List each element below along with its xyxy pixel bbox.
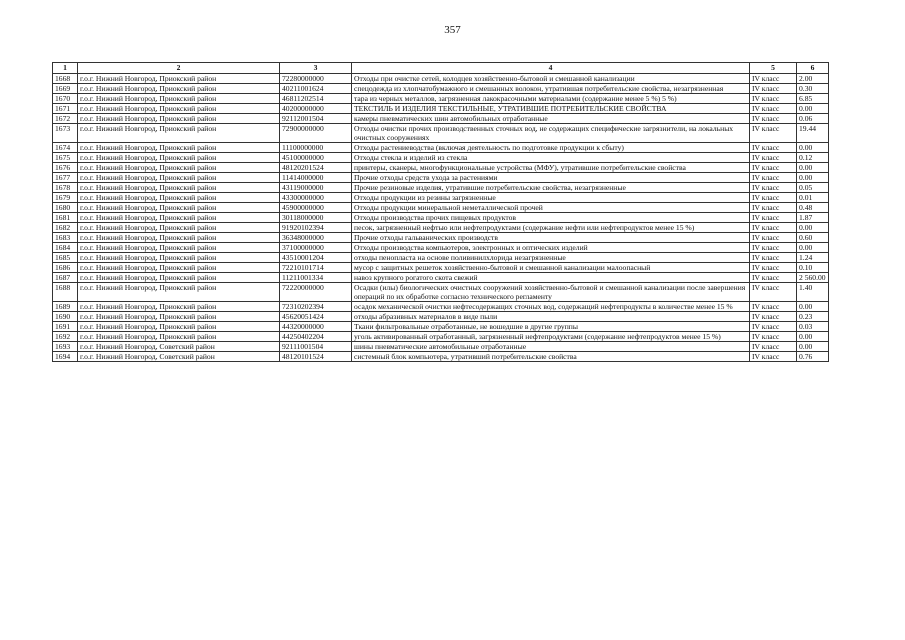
hazard-class-cell: IV класс: [750, 114, 797, 124]
hazard-class-cell: IV класс: [750, 263, 797, 273]
location-cell: г.о.г. Нижний Новгород, Приокский район: [78, 332, 280, 342]
location-cell: г.о.г. Нижний Новгород, Приокский район: [78, 283, 280, 302]
hazard-class-cell: IV класс: [750, 332, 797, 342]
table-row: [53, 312, 829, 322]
waste-name-cell: ТЕКСТИЛЬ И ИЗДЕЛИЯ ТЕКСТИЛЬНЫЕ, УТРАТИВШИЕ ПОТРЕБИТЕЛЬСКИЕ СВОЙСТВА: [352, 104, 750, 114]
code-cell: 72220000000: [280, 283, 352, 302]
waste-name-cell: Отходы стекла и изделий из стекла: [352, 153, 750, 163]
row-number: 1681: [53, 213, 78, 223]
table-row: [53, 263, 829, 273]
code-cell: 43300000000: [280, 193, 352, 203]
code-cell: 48120101524: [280, 352, 352, 362]
code-cell: 72210101714: [280, 263, 352, 273]
amount-cell: 0.23: [797, 312, 829, 322]
amount-cell: 0.00: [797, 332, 829, 342]
amount-cell: 0.76: [797, 352, 829, 362]
hazard-class-cell: IV класс: [750, 203, 797, 213]
code-cell: 40200000000: [280, 104, 352, 114]
row-number: 1674: [53, 143, 78, 153]
waste-name-cell: песок, загрязненный нефтью или нефтепродуктами (содержание нефти или нефтепродуктов менее 15 %): [352, 223, 750, 233]
code-cell: 72900000000: [280, 124, 352, 143]
amount-cell: 2 560.00: [797, 273, 829, 283]
row-number: 1679: [53, 193, 78, 203]
location-cell: г.о.г. Нижний Новгород, Приокский район: [78, 173, 280, 183]
row-number: 1690: [53, 312, 78, 322]
header-cell: 2: [78, 63, 280, 74]
location-cell: г.о.г. Нижний Новгород, Приокский район: [78, 114, 280, 124]
code-cell: 91920102394: [280, 223, 352, 233]
amount-cell: 0.00: [797, 223, 829, 233]
hazard-class-cell: IV класс: [750, 302, 797, 312]
row-number: 1692: [53, 332, 78, 342]
waste-name-cell: Отходы продукции минеральной неметаллической прочей: [352, 203, 750, 213]
hazard-class-cell: IV класс: [750, 283, 797, 302]
hazard-class-cell: IV класс: [750, 183, 797, 193]
waste-name-cell: Отходы производства прочих пищевых продуктов: [352, 213, 750, 223]
amount-cell: 1.40: [797, 283, 829, 302]
waste-name-cell: Прочие отходы средств ухода за растениями: [352, 173, 750, 183]
waste-name-cell: камеры пневматических шин автомобильных отработанные: [352, 114, 750, 124]
location-cell: г.о.г. Нижний Новгород, Приокский район: [78, 104, 280, 114]
header-cell: 1: [53, 63, 78, 74]
table-row: [53, 163, 829, 173]
header-cell: 5: [750, 63, 797, 74]
row-number: 1670: [53, 94, 78, 104]
waste-name-cell: уголь активированный отработанный, загрязненный нефтепродуктами (содержание нефтепродуктов менее 15 %): [352, 332, 750, 342]
code-cell: 44250402204: [280, 332, 352, 342]
waste-name-cell: осадок механической очистки нефтесодержащих сточных вод, содержащий нефтепродукты в количестве менее 15 %: [352, 302, 750, 312]
code-cell: 45900000000: [280, 203, 352, 213]
code-cell: 11414000000: [280, 173, 352, 183]
row-number: 1668: [53, 74, 78, 84]
table-row: [53, 223, 829, 233]
amount-cell: 0.06: [797, 114, 829, 124]
amount-cell: 0.30: [797, 84, 829, 94]
table-row: [53, 332, 829, 342]
code-cell: 72310202394: [280, 302, 352, 312]
row-number: 1669: [53, 84, 78, 94]
table-row: [53, 153, 829, 163]
location-cell: г.о.г. Нижний Новгород, Приокский район: [78, 183, 280, 193]
location-cell: г.о.г. Нижний Новгород, Приокский район: [78, 223, 280, 233]
row-number: 1673: [53, 124, 78, 143]
row-number: 1672: [53, 114, 78, 124]
table-row: [53, 322, 829, 332]
amount-cell: 19.44: [797, 124, 829, 143]
waste-registry-table: [52, 62, 829, 362]
code-cell: 44320000000: [280, 322, 352, 332]
hazard-class-cell: IV класс: [750, 253, 797, 263]
amount-cell: 0.05: [797, 183, 829, 193]
waste-name-cell: системный блок компьютера, утративший потребительские свойства: [352, 352, 750, 362]
code-cell: 30118000000: [280, 213, 352, 223]
hazard-class-cell: IV класс: [750, 143, 797, 153]
waste-name-cell: Прочие отходы гальванических производств: [352, 233, 750, 243]
code-cell: 43119000000: [280, 183, 352, 193]
location-cell: г.о.г. Нижний Новгород, Приокский район: [78, 94, 280, 104]
code-cell: 48120201524: [280, 163, 352, 173]
location-cell: г.о.г. Нижний Новгород, Советский район: [78, 342, 280, 352]
location-cell: г.о.г. Нижний Новгород, Приокский район: [78, 153, 280, 163]
amount-cell: 0.00: [797, 173, 829, 183]
amount-cell: 0.00: [797, 104, 829, 114]
hazard-class-cell: IV класс: [750, 153, 797, 163]
location-cell: г.о.г. Нижний Новгород, Советский район: [78, 352, 280, 362]
hazard-class-cell: IV класс: [750, 233, 797, 243]
row-number: 1686: [53, 263, 78, 273]
amount-cell: 2.00: [797, 74, 829, 84]
code-cell: 36348000000: [280, 233, 352, 243]
waste-name-cell: отходы абразивных материалов в виде пыли: [352, 312, 750, 322]
location-cell: г.о.г. Нижний Новгород, Приокский район: [78, 302, 280, 312]
code-cell: 45620051424: [280, 312, 352, 322]
row-number: 1693: [53, 342, 78, 352]
hazard-class-cell: IV класс: [750, 213, 797, 223]
amount-cell: 1.24: [797, 253, 829, 263]
amount-cell: 0.00: [797, 163, 829, 173]
header-cell: 4: [352, 63, 750, 74]
amount-cell: 0.01: [797, 193, 829, 203]
amount-cell: 0.48: [797, 203, 829, 213]
location-cell: г.о.г. Нижний Новгород, Приокский район: [78, 74, 280, 84]
hazard-class-cell: IV класс: [750, 312, 797, 322]
header-cell: 3: [280, 63, 352, 74]
code-cell: 43510001204: [280, 253, 352, 263]
location-cell: г.о.г. Нижний Новгород, Приокский район: [78, 163, 280, 173]
waste-name-cell: тара из черных металлов, загрязненная лакокрасочными материалами (содержание менее 5 %) 5 %): [352, 94, 750, 104]
hazard-class-cell: IV класс: [750, 104, 797, 114]
table-row: [53, 283, 829, 302]
hazard-class-cell: IV класс: [750, 94, 797, 104]
row-number: 1683: [53, 233, 78, 243]
amount-cell: 0.60: [797, 233, 829, 243]
amount-cell: 0.12: [797, 153, 829, 163]
location-cell: г.о.г. Нижний Новгород, Приокский район: [78, 143, 280, 153]
amount-cell: 0.00: [797, 342, 829, 352]
row-number: 1676: [53, 163, 78, 173]
hazard-class-cell: IV класс: [750, 273, 797, 283]
code-cell: 11100000000: [280, 143, 352, 153]
waste-name-cell: Отходы при очистке сетей, колодцев хозяйственно-бытовой и смешанной канализации: [352, 74, 750, 84]
hazard-class-cell: IV класс: [750, 74, 797, 84]
code-cell: 37100000000: [280, 243, 352, 253]
hazard-class-cell: IV класс: [750, 173, 797, 183]
code-cell: 40211001624: [280, 84, 352, 94]
code-cell: 72280000000: [280, 74, 352, 84]
code-cell: 11211001334: [280, 273, 352, 283]
table-row: [53, 342, 829, 352]
location-cell: г.о.г. Нижний Новгород, Приокский район: [78, 263, 280, 273]
table-row: [53, 94, 829, 104]
amount-cell: 0.10: [797, 263, 829, 273]
waste-name-cell: Осадки (илы) биологических очистных сооружений хозяйственно-бытовой и смешанной канализации после завершения операций по их обработке согласно технического регламенту: [352, 283, 750, 302]
row-number: 1684: [53, 243, 78, 253]
amount-cell: 0.00: [797, 302, 829, 312]
hazard-class-cell: IV класс: [750, 322, 797, 332]
hazard-class-cell: IV класс: [750, 223, 797, 233]
row-number: 1689: [53, 302, 78, 312]
row-number: 1688: [53, 283, 78, 302]
waste-name-cell: Отходы продукции из резины загрязненные: [352, 193, 750, 203]
header-cell: 6: [797, 63, 829, 74]
table-row: [53, 143, 829, 153]
header-row: [53, 63, 829, 74]
amount-cell: 0.00: [797, 143, 829, 153]
table-row: [53, 193, 829, 203]
table-row: [53, 84, 829, 94]
table-row: [53, 253, 829, 263]
waste-name-cell: спецодежда из хлопчатобумажного и смешанных волокон, утратившая потребительские свойства, незагрязненная: [352, 84, 750, 94]
hazard-class-cell: IV класс: [750, 352, 797, 362]
row-number: 1680: [53, 203, 78, 213]
row-number: 1691: [53, 322, 78, 332]
code-cell: 46811202514: [280, 94, 352, 104]
code-cell: 92111001504: [280, 342, 352, 352]
row-number: 1671: [53, 104, 78, 114]
location-cell: г.о.г. Нижний Новгород, Приокский район: [78, 193, 280, 203]
waste-name-cell: Отходы растениеводства (включая деятельность по подготовке продукции к сбыту): [352, 143, 750, 153]
table-row: [53, 302, 829, 312]
table-row: [53, 183, 829, 193]
table-row: [53, 104, 829, 114]
table-row: [53, 74, 829, 84]
table-row: [53, 352, 829, 362]
code-cell: 92112001504: [280, 114, 352, 124]
location-cell: г.о.г. Нижний Новгород, Приокский район: [78, 84, 280, 94]
waste-name-cell: Ткани фильтровальные отработанные, не вошедшие в другие группы: [352, 322, 750, 332]
code-cell: 45100000000: [280, 153, 352, 163]
waste-name-cell: шины пневматические автомобильные отработанные: [352, 342, 750, 352]
amount-cell: 1.87: [797, 213, 829, 223]
location-cell: г.о.г. Нижний Новгород, Приокский район: [78, 213, 280, 223]
waste-name-cell: Прочие резиновые изделия, утратившие потребительские свойства, незагрязненные: [352, 183, 750, 193]
row-number: 1678: [53, 183, 78, 193]
hazard-class-cell: IV класс: [750, 163, 797, 173]
table-row: [53, 124, 829, 143]
location-cell: г.о.г. Нижний Новгород, Приокский район: [78, 124, 280, 143]
location-cell: г.о.г. Нижний Новгород, Приокский район: [78, 273, 280, 283]
location-cell: г.о.г. Нижний Новгород, Приокский район: [78, 203, 280, 213]
location-cell: г.о.г. Нижний Новгород, Приокский район: [78, 322, 280, 332]
waste-name-cell: Отходы производства компьютеров, электронных и оптических изделий: [352, 243, 750, 253]
row-number: 1675: [53, 153, 78, 163]
hazard-class-cell: IV класс: [750, 243, 797, 253]
waste-name-cell: отходы пенопласта на основе поливинилхлорида незагрязненные: [352, 253, 750, 263]
waste-name-cell: мусор с защитных решеток хозяйственно-бытовой и смешанной канализации малоопасный: [352, 263, 750, 273]
row-number: 1685: [53, 253, 78, 263]
table-row: [53, 273, 829, 283]
row-number: 1677: [53, 173, 78, 183]
hazard-class-cell: IV класс: [750, 124, 797, 143]
location-cell: г.о.г. Нижний Новгород, Приокский район: [78, 253, 280, 263]
amount-cell: 0.00: [797, 243, 829, 253]
table-row: [53, 233, 829, 243]
table-row: [53, 243, 829, 253]
table-row: [53, 213, 829, 223]
waste-name-cell: принтеры, сканеры, многофункциональные устройства (МФУ), утратившие потребительские свойства: [352, 163, 750, 173]
table-row: [53, 173, 829, 183]
table-row: [53, 203, 829, 213]
page-number: 357: [444, 24, 461, 36]
table-row: [53, 114, 829, 124]
location-cell: г.о.г. Нижний Новгород, Приокский район: [78, 233, 280, 243]
row-number: 1694: [53, 352, 78, 362]
hazard-class-cell: IV класс: [750, 342, 797, 352]
hazard-class-cell: IV класс: [750, 84, 797, 94]
location-cell: г.о.г. Нижний Новгород, Приокский район: [78, 312, 280, 322]
hazard-class-cell: IV класс: [750, 193, 797, 203]
row-number: 1682: [53, 223, 78, 233]
location-cell: г.о.г. Нижний Новгород, Приокский район: [78, 243, 280, 253]
amount-cell: 6.85: [797, 94, 829, 104]
amount-cell: 0.03: [797, 322, 829, 332]
waste-name-cell: навоз крупного рогатого скота свежий: [352, 273, 750, 283]
row-number: 1687: [53, 273, 78, 283]
waste-name-cell: Отходы очистки прочих производственных сточных вод, не содержащих специфические загрязнители, на локальных очистных сооружениях: [352, 124, 750, 143]
